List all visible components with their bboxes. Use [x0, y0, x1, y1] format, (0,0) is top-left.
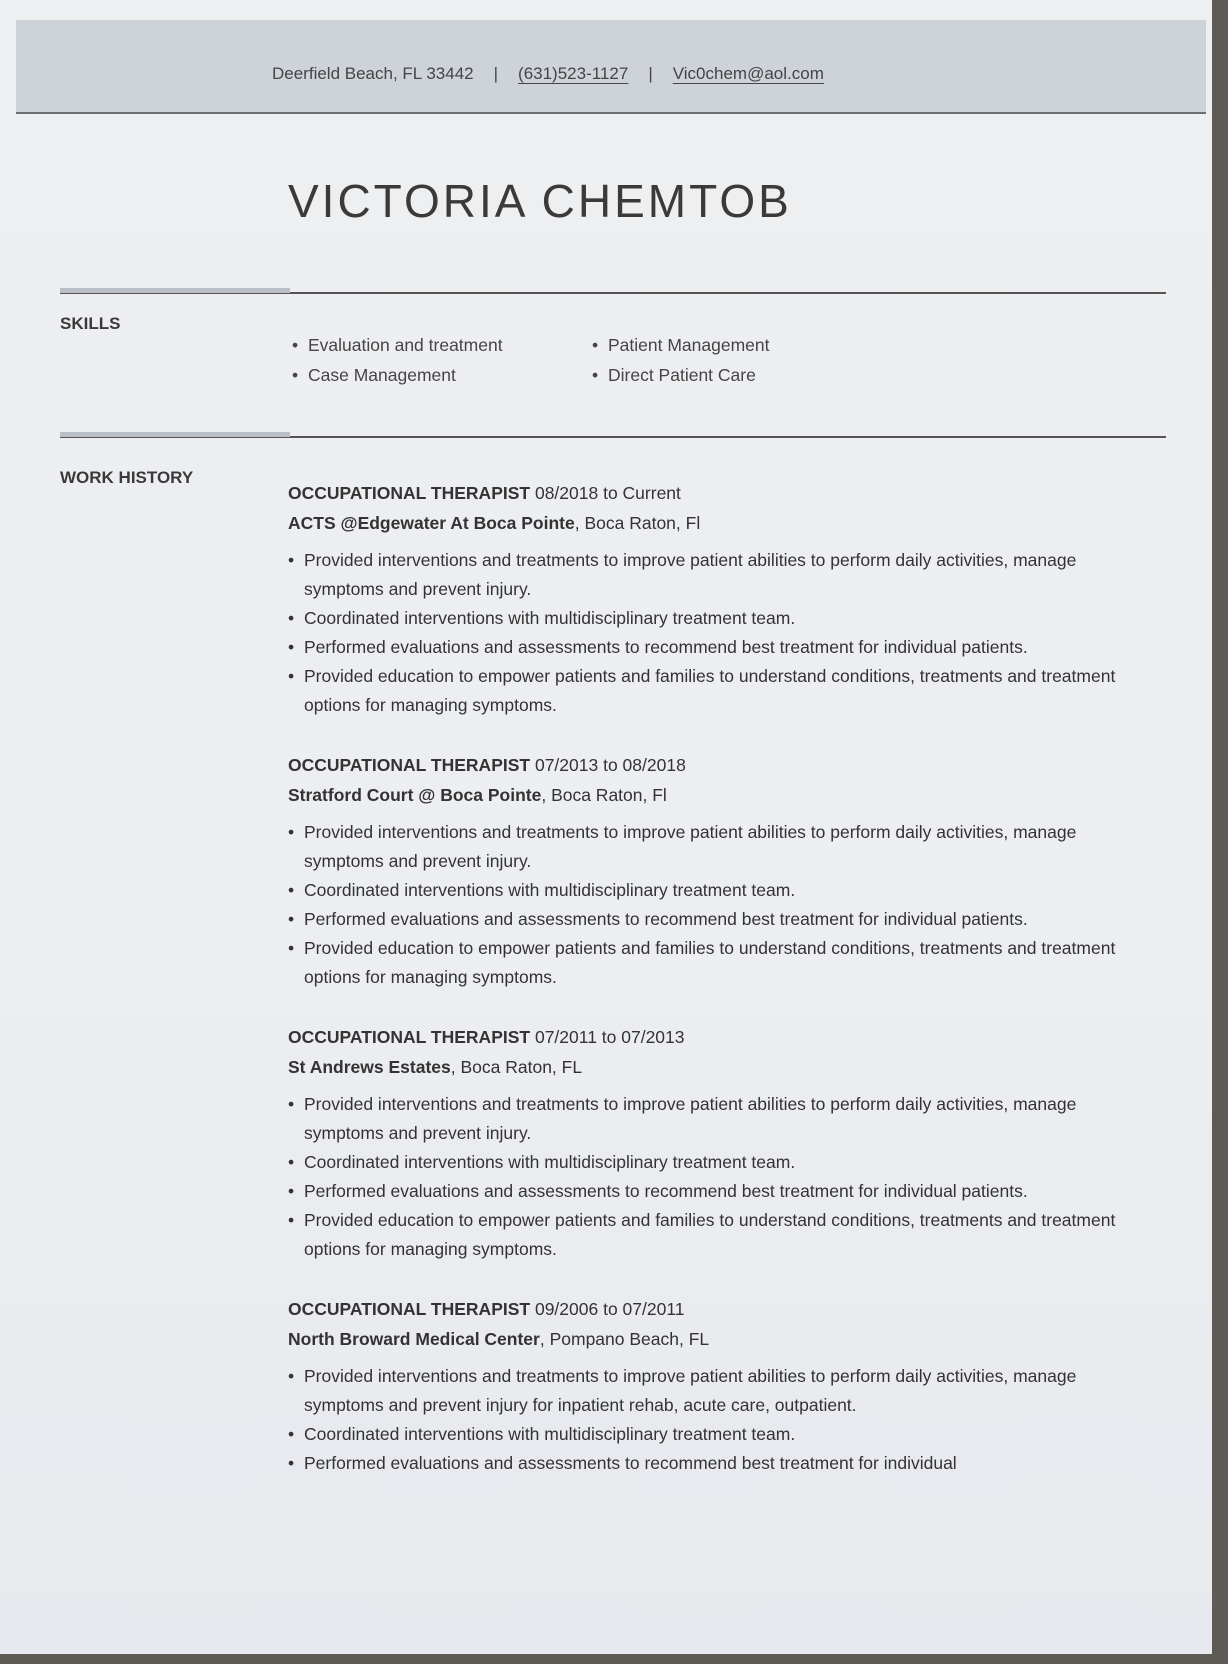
job-bullet: • Provided education to empower patients and families to understand conditions, treatments and treatment options for managing symptoms. [288, 1210, 1116, 1259]
contact-line [272, 64, 824, 84]
job-bullet: • Coordinated interventions with multidisciplinary treatment team. [288, 608, 796, 628]
job-entry: OCCUPATIONAL THERAPIST 08/2018 to Current ACTS @Edgewater At Boca Pointe, Boca Raton, Fl • Provided interventions and treatments to improve patient abilities to perform daily activities, manage symptoms and prevent injury. • Coordinated interventions with multidisciplinary treatment team. • Performed evaluations and assessments to recommend best treatment for individual patients. • Provided education to empower patients and families to understand conditions, treatments and treatment options for managing symptoms. [288, 478, 1158, 720]
job-bullet: • Coordinated interventions with multidisciplinary treatment team. [288, 1424, 796, 1444]
skill-item: • Evaluation and treatment [292, 335, 503, 355]
job-bullet: • Performed evaluations and assessments to recommend best treatment for individual patients. [288, 637, 1028, 657]
job-bullets [288, 818, 1158, 992]
job-bullet: • Provided interventions and treatments to improve patient abilities to perform daily activities, manage symptoms and prevent injury. [288, 822, 1077, 871]
job-bullet: • Provided education to empower patients and families to understand conditions, treatments and treatment options for managing symptoms. [288, 938, 1116, 987]
skills-heading: SKILLS [60, 314, 121, 333]
job-bullet: • Performed evaluations and assessments to recommend best treatment for individual patients. [288, 1181, 1028, 1201]
divider-accent [60, 288, 290, 293]
job-employer: Stratford Court @ Boca Pointe [288, 785, 542, 805]
contact-location: Deerfield Beach, FL 33442 [272, 64, 474, 83]
divider-accent [60, 432, 290, 437]
job-bullet: • Performed evaluations and assessments to recommend best treatment for individual [288, 1453, 957, 1473]
skills-column-2 [592, 330, 832, 390]
work-history-list [288, 478, 1158, 1508]
job-bullets [288, 1362, 1158, 1478]
job-bullet: • Coordinated interventions with multidisciplinary treatment team. [288, 880, 796, 900]
job-entry: OCCUPATIONAL THERAPIST 07/2011 to 07/2013 St Andrews Estates, Boca Raton, FL • Provided interventions and treatments to improve patient abilities to perform daily activities, manage symptoms and prevent injury. • Coordinated interventions with multidisciplinary treatment team. • Performed evaluations and assessments to recommend best treatment for individual patients. • Provided education to empower patients and families to understand conditions, treatments and treatment options for managing symptoms. [288, 1022, 1158, 1264]
job-bullet: • Provided education to empower patients and families to understand conditions, treatments and treatment options for managing symptoms. [288, 666, 1116, 715]
job-bullets [288, 546, 1158, 720]
candidate-name: VICTORIA CHEMTOB [288, 175, 792, 227]
job-bullet: • Provided interventions and treatments to improve patient abilities to perform daily activities, manage symptoms and prevent injury. [288, 550, 1077, 599]
job-bullet: • Provided interventions and treatments to improve patient abilities to perform daily activities, manage symptoms and prevent injury for inpatient rehab, acute care, outpatient. [288, 1366, 1077, 1415]
skill-item: • Patient Management [592, 335, 770, 355]
job-bullet: • Coordinated interventions with multidisciplinary treatment team. [288, 1152, 796, 1172]
contact-separator: | [493, 64, 499, 83]
job-employer: ACTS @Edgewater At Boca Pointe [288, 513, 575, 533]
skills-list [292, 330, 852, 390]
job-title: OCCUPATIONAL THERAPIST [288, 1299, 531, 1319]
job-bullets [288, 1090, 1158, 1264]
job-location: Pompano Beach, FL [549, 1329, 710, 1349]
section-divider [60, 292, 1166, 294]
job-title: OCCUPATIONAL THERAPIST [288, 755, 531, 775]
job-title: OCCUPATIONAL THERAPIST [288, 483, 531, 503]
contact-separator: | [648, 64, 653, 83]
job-location: Boca Raton, Fl [584, 513, 701, 533]
job-bullet: • Performed evaluations and assessments to recommend best treatment for individual patients. [288, 909, 1028, 929]
skill-item: • Direct Patient Care [592, 365, 756, 385]
job-dates: 07/2013 to 08/2018 [534, 755, 686, 775]
contact-email: Vic0chem@aol.com [672, 64, 824, 83]
job-dates: 07/2011 to 07/2013 [534, 1027, 685, 1047]
job-dates: 09/2006 to 07/2011 [534, 1299, 685, 1319]
contact-phone: (631)523-1127 [518, 64, 629, 83]
job-entry: OCCUPATIONAL THERAPIST 07/2013 to 08/2018 Stratford Court @ Boca Pointe, Boca Raton, Fl • Provided interventions and treatments to improve patient abilities to perform daily activities, manage symptoms and prevent injury. • Coordinated interventions with multidisciplinary treatment team. • Performed evaluations and assessments to recommend best treatment for individual patients. • Provided education to empower patients and families to understand conditions, treatments and treatment options for managing symptoms. [288, 750, 1158, 992]
job-location: Boca Raton, FL [460, 1057, 583, 1077]
job-entry: OCCUPATIONAL THERAPIST 09/2006 to 07/2011 North Broward Medical Center, Pompano Beach, FL • Provided interventions and treatments to improve patient abilities to perform daily activities, manage symptoms and prevent injury for inpatient rehab, acute care, outpatient. • Coordinated interventions with multidisciplinary treatment team. • Performed evaluations and assessments to recommend best treatment for individual [288, 1294, 1158, 1478]
job-employer: North Broward Medical Center [288, 1329, 540, 1349]
job-dates: 08/2018 to Current [534, 483, 681, 503]
job-location: Boca Raton, Fl [551, 785, 667, 805]
work-history-heading: WORK HISTORY [60, 468, 194, 487]
job-bullet: • Provided interventions and treatments to improve patient abilities to perform daily activities, manage symptoms and prevent injury. [288, 1094, 1077, 1143]
job-title: OCCUPATIONAL THERAPIST [288, 1027, 531, 1047]
section-divider [60, 436, 1166, 438]
job-employer: St Andrews Estates [288, 1057, 451, 1077]
skill-item: • Case Management [292, 365, 456, 385]
skills-column-1 [292, 330, 592, 390]
